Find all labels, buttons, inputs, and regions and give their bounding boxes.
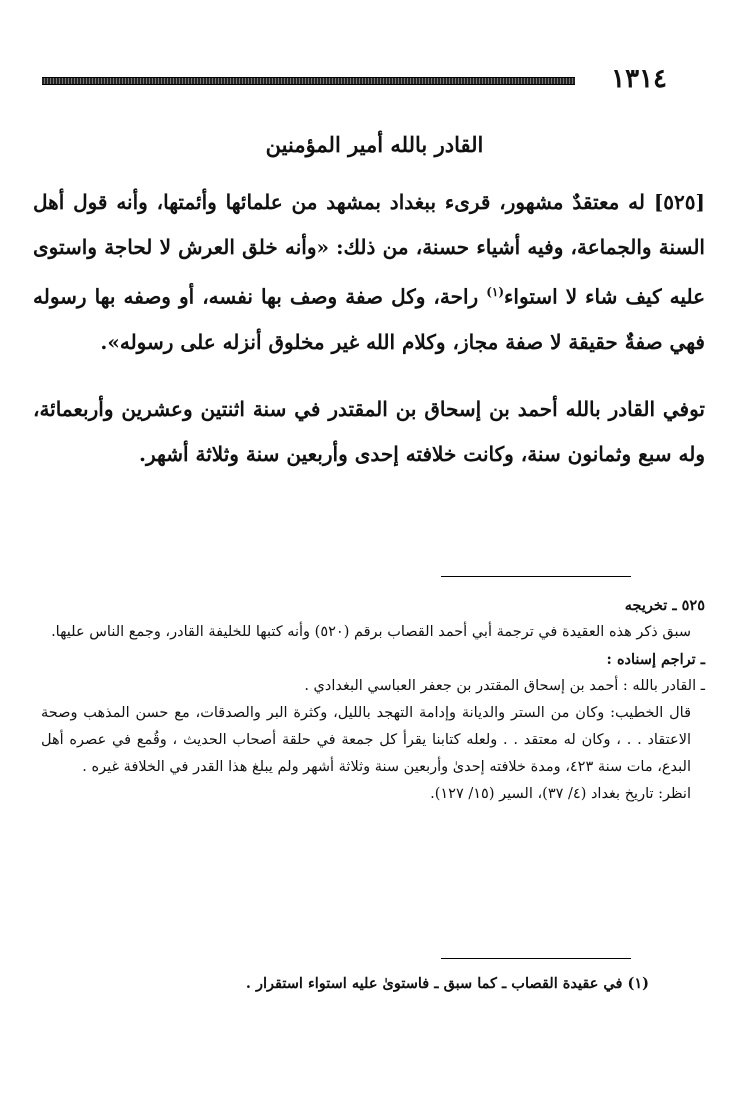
paragraph-death: توفي القادر بالله أحمد بن إسحاق بن المقتدر في سنة اثنتين وعشرين وأربعمائة، وله سبع وثمانون سنة، وكانت خلافته إحدى وأربعين سنة وثلاثة أشهر. — [33, 396, 705, 466]
footnote: (١) في عقيدة القصاب ـ كما سبق ـ فاستوىٰ عليه استواء استقرار . — [245, 975, 649, 992]
takhrij-text: سبق ذكر هذه العقيدة في ترجمة أبي أحمد القصاب برقم (٥٢٠) وأنه كتبها للخليفة القادر، وجمع الناس عليها. — [51, 624, 691, 640]
paragraph-525-text-end: راحة، وكل صفة وصف بها نفسه، أو وصفه بها رسوله فهي صفةٌ حقيقة لا صفة مجاز، وكلام الله غير مخلوق أنزله على رسوله». — [33, 284, 705, 354]
isnad-line-2: قال الخطيب: وكان من الستر والديانة وإدامة التهجد بالليل، وكثرة البر والصدقات، مع حسن المذهب وصحة الاعتقاد . . ، وكان له معتقد . . ولعله كتابنا يقرأ كل جمعة في حلقة أصحاب الحديث ، وقُمع في عصره أهل البدع، مات سنة ٤٢٣، ومدة خلافته إحدىٰ وأربعين سنة وثلاثة أشهر ولم يبلغ هذا القدر في الخلافة غيره . — [41, 705, 691, 775]
notes-separator — [441, 576, 631, 577]
footnote-marker: (١) — [486, 285, 505, 299]
paragraph-525-text: له معتقدٌ مشهور، قرىء ببغداد بمشهد من علمائها وأئمتها، وأنه قول أهل السنة والجماعة، وفيه أشياء حسنة، من ذلك: «وأنه خلق العرش لا لحاجة واستوى عليه كيف شاء لا استواء — [33, 190, 705, 309]
notes-section — [41, 592, 705, 808]
isnad-line-3: انظر: تاريخ بغداد (٤/ ٣٧)، السير (١٥/ ١٢٧). — [430, 786, 691, 802]
isnad-line-1: ـ القادر بالله : أحمد بن إسحاق المقتدر بن جعفر العباسي البغدادي . — [304, 678, 705, 694]
paragraph-number: [٥٢٥] — [653, 190, 705, 214]
takhrij-heading: ٥٢٥ ـ تخريجه — [624, 597, 705, 614]
footnote-separator — [441, 958, 631, 959]
page-number: ١٣١٤ — [611, 64, 667, 94]
section-title: القادر بالله أمير المؤمنين — [265, 132, 484, 157]
isnad-heading: ـ تراجم إسناده : — [606, 651, 705, 668]
main-text — [33, 180, 705, 499]
paragraph-525 — [33, 180, 705, 365]
page-header — [42, 64, 667, 94]
header-rule — [42, 77, 575, 85]
